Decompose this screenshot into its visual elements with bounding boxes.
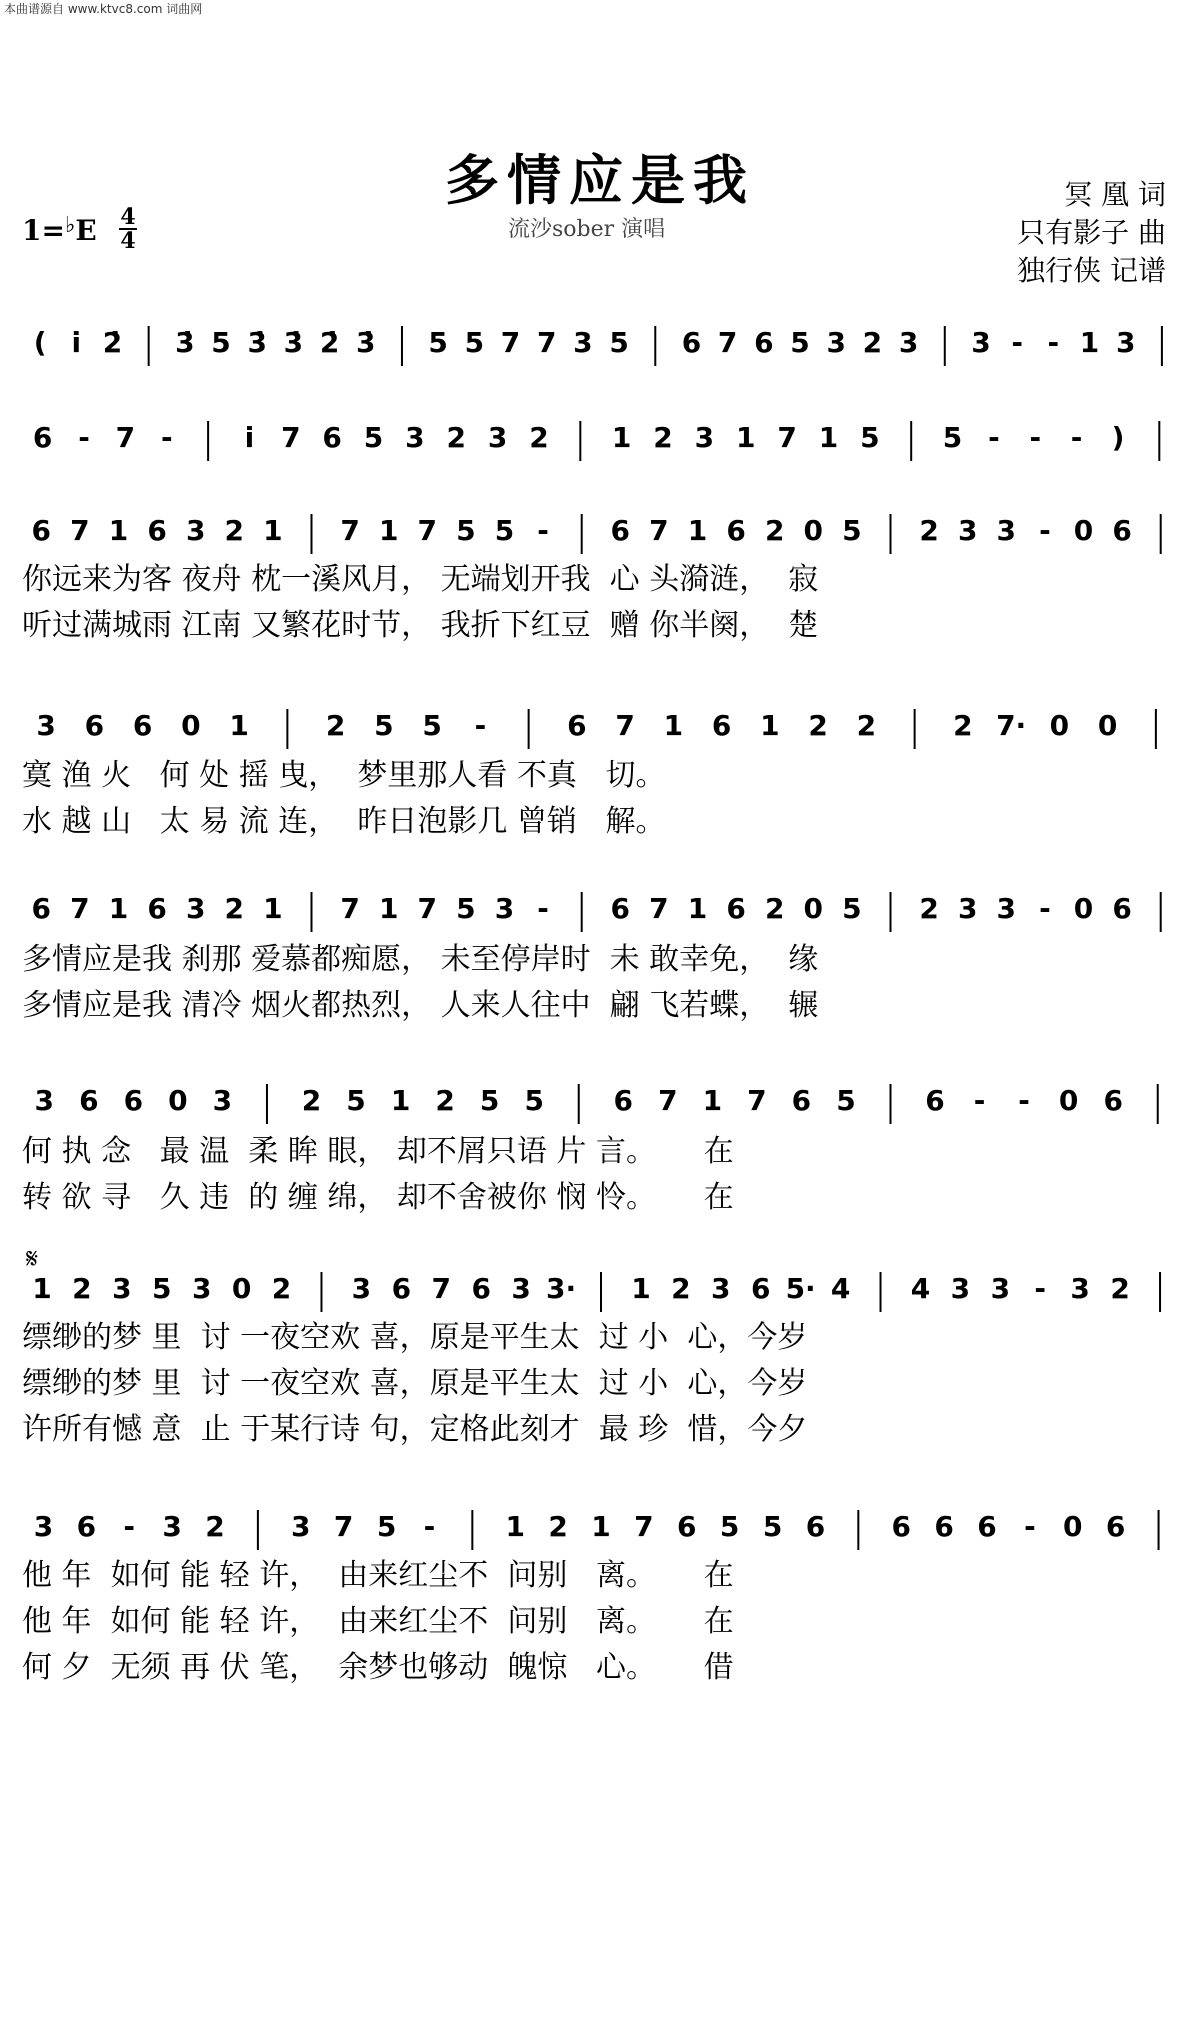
meter-top: 4	[120, 204, 136, 230]
note: 7	[536, 326, 557, 359]
note: 0	[1058, 1084, 1079, 1117]
note: 3	[971, 326, 991, 359]
note: 5	[152, 1272, 172, 1305]
note: 5	[524, 1084, 544, 1117]
notation-system	[32, 514, 1161, 554]
note: 3	[826, 326, 846, 359]
song-title: 多情应是我	[445, 148, 755, 212]
note: 7	[500, 326, 521, 359]
note: -	[123, 1510, 136, 1543]
note: 3	[212, 1084, 233, 1117]
note: 2	[953, 709, 973, 742]
lyric-line: 缥缈的梦 里 讨 一夜空欢 喜，原是平生太 过 小 心，今岁	[22, 1366, 808, 1401]
note: 2	[224, 892, 245, 925]
note: 5	[211, 326, 231, 359]
note: 1	[818, 421, 839, 454]
key-prefix: 1=	[22, 214, 65, 247]
note: 6	[977, 1510, 997, 1543]
note: 3̇	[247, 326, 267, 359]
note: 5	[374, 709, 394, 742]
note: 3	[898, 326, 919, 359]
note: 6	[610, 892, 631, 925]
note: 5	[464, 326, 485, 359]
note: 5	[346, 1084, 366, 1117]
note: 2	[446, 421, 466, 454]
note: 2	[764, 892, 785, 925]
note: 7	[70, 892, 90, 925]
note: 5	[363, 421, 384, 454]
lyric-line: 水 越 山 太 易 流 连， 昨日泡影几 曾销 解。	[22, 804, 666, 839]
note: 6	[891, 1510, 911, 1543]
note: 3	[694, 421, 715, 454]
note: 3	[957, 892, 978, 925]
note: 1	[760, 709, 780, 742]
note: 5	[456, 892, 476, 925]
notation-system	[36, 709, 1155, 749]
lyric-line: 他 年 如何 能 轻 许， 由来红尘不 问别 离。 在	[22, 1604, 734, 1639]
lyric-line: 何 执 念 最 温 柔 眸 眼， 却不屑只语 片 言。 在	[22, 1134, 734, 1169]
note: 7	[649, 892, 669, 925]
performer-subtitle: 流沙sober 演唱	[508, 217, 666, 242]
note: 1	[611, 421, 632, 454]
note: 1	[229, 709, 249, 742]
notation-system	[35, 1084, 1158, 1124]
note: 6	[726, 514, 746, 547]
lyric-line: 听过满城雨 江南 又繁花时节， 我折下红豆 赠 你半阕， 楚	[22, 608, 819, 643]
note: 1	[1079, 326, 1100, 359]
note: -	[160, 421, 173, 454]
note: 2	[671, 1272, 691, 1305]
note: 7	[417, 892, 438, 925]
note: 4	[910, 1272, 931, 1305]
note: 2	[808, 709, 828, 742]
note: 6	[1105, 1510, 1126, 1543]
note: 6	[681, 326, 702, 359]
note: 6	[322, 421, 342, 454]
note: 6	[132, 709, 153, 742]
note: 6	[147, 514, 167, 547]
note: 5	[422, 709, 442, 742]
note: 7	[777, 421, 797, 454]
note: 3	[996, 892, 1017, 925]
note: 6	[31, 892, 52, 925]
note: 2	[764, 514, 785, 547]
note: 7·	[996, 709, 1027, 742]
note: 3	[487, 421, 508, 454]
note: 0	[803, 514, 824, 547]
note: 1	[687, 514, 708, 547]
note: 6	[567, 709, 587, 742]
note: 6	[31, 514, 52, 547]
note: (	[33, 326, 47, 359]
note: 7	[658, 1084, 678, 1117]
note: 3	[185, 892, 206, 925]
note: -	[1070, 421, 1083, 454]
note: 0	[231, 1272, 252, 1305]
note: 6	[1112, 514, 1132, 547]
note: 6	[754, 326, 774, 359]
note: 2̇	[102, 326, 123, 359]
note: 5	[428, 326, 448, 359]
note: -	[474, 709, 487, 742]
note: 1	[505, 1510, 525, 1543]
note: 5	[790, 326, 810, 359]
note: 6	[147, 892, 167, 925]
note: 3	[33, 1510, 54, 1543]
note: 7	[615, 709, 635, 742]
note: 2	[301, 1084, 322, 1117]
note: 5	[609, 326, 629, 359]
note: 1	[378, 514, 399, 547]
note: 6	[32, 421, 53, 454]
note: -	[988, 421, 1000, 454]
note: -	[1034, 1272, 1047, 1305]
note: 7	[431, 1272, 452, 1305]
lyric-line: 许所有憾 意 止 于某行诗 句，定格此刻才 最 珍 惜，今夕	[22, 1412, 808, 1447]
note: 7	[115, 421, 136, 454]
flat-sign: ♭	[64, 212, 76, 238]
credit-transcriber: 独行侠 记谱	[1017, 254, 1166, 287]
note: 5	[842, 892, 862, 925]
note: 6	[471, 1272, 491, 1305]
note: 7	[281, 421, 301, 454]
meter-bottom: 4	[120, 228, 136, 254]
note: 3	[494, 892, 515, 925]
lyric-line: 缥缈的梦 里 讨 一夜空欢 喜，原是平生太 过 小 心，今岁	[22, 1320, 808, 1355]
note: 3	[191, 1272, 212, 1305]
note: 3	[351, 1272, 372, 1305]
note: i̇	[244, 421, 255, 454]
note: 6	[84, 709, 105, 742]
note: -	[423, 1510, 436, 1543]
note: 6	[677, 1510, 697, 1543]
note: 7	[417, 514, 438, 547]
note: -	[537, 892, 549, 925]
note: 6	[934, 1510, 954, 1543]
note: 6	[613, 1084, 634, 1117]
note: 0	[1073, 892, 1094, 925]
note: 2	[653, 421, 673, 454]
note: 6	[391, 1272, 412, 1305]
note: 6	[76, 1510, 97, 1543]
note: 2	[72, 1272, 92, 1305]
note: 2	[435, 1084, 455, 1117]
note: 2	[919, 892, 939, 925]
note: 3̇	[283, 326, 304, 359]
note: 2	[529, 421, 549, 454]
note: 3	[573, 326, 593, 359]
note: 2	[271, 1272, 292, 1305]
note: -	[1029, 421, 1042, 454]
note: 3	[711, 1272, 731, 1305]
note: 5	[762, 1510, 783, 1543]
note: 3̇	[356, 326, 376, 359]
note: 0	[1097, 709, 1118, 742]
note: 2	[325, 709, 346, 742]
note: 2	[862, 326, 883, 359]
credit-composer: 只有影子 曲	[1017, 216, 1166, 249]
note: 6	[711, 709, 732, 742]
note: 5	[942, 421, 963, 454]
note: 1	[390, 1084, 411, 1117]
note: 0	[1049, 709, 1070, 742]
note: 3	[990, 1272, 1011, 1305]
note: 7	[70, 514, 90, 547]
notation-system	[34, 326, 1162, 366]
note: 6	[791, 1084, 812, 1117]
note: 2	[205, 1510, 225, 1543]
note: 6	[79, 1084, 99, 1117]
note: 7	[333, 1510, 354, 1543]
lyric-line: 你远来为客 夜舟 枕一溪风月， 无端划开我 心 头漪涟， 寂	[22, 562, 819, 597]
note: 3	[950, 1272, 971, 1305]
note: 3	[405, 421, 425, 454]
note: 2	[919, 514, 939, 547]
note: 3	[957, 514, 978, 547]
note: i̇	[71, 326, 82, 359]
note: 7	[340, 892, 360, 925]
note: -	[973, 1084, 986, 1117]
note: 2	[548, 1510, 568, 1543]
note: 6	[1103, 1084, 1123, 1117]
note: 7	[649, 514, 669, 547]
notation-system	[32, 1272, 1160, 1312]
note: )	[1111, 421, 1125, 454]
note: 1	[32, 1272, 52, 1305]
note: 2	[1110, 1272, 1130, 1305]
note: -	[78, 421, 90, 454]
lyric-line: 转 欲 寻 久 违 的 缠 绵， 却不舍被你 悯 怜。 在	[22, 1180, 734, 1215]
note: -	[1039, 892, 1051, 925]
note: 1	[631, 1272, 651, 1305]
note: 6	[123, 1084, 144, 1117]
note: 6	[925, 1084, 945, 1117]
note: 0	[181, 709, 201, 742]
notation-system	[32, 892, 1161, 932]
note: 5·	[785, 1272, 816, 1305]
note: 4	[830, 1272, 851, 1305]
note: 3	[36, 709, 56, 742]
note: 1	[263, 514, 283, 547]
note: 2̇	[319, 326, 340, 359]
note: -	[1047, 326, 1060, 359]
lyric-line: 多情应是我 清冷 烟火都热烈， 人来人往中 翩 飞若蝶， 辗	[22, 988, 819, 1023]
note: 5	[836, 1084, 856, 1117]
note: 3	[291, 1510, 311, 1543]
note: 1	[378, 892, 399, 925]
note: 2	[224, 514, 245, 547]
notation-system	[34, 1510, 1159, 1550]
note: 1	[736, 421, 756, 454]
key-note: E	[75, 214, 97, 247]
note: 1	[687, 892, 708, 925]
note: 6	[726, 892, 746, 925]
note: 5	[376, 1510, 397, 1543]
segno-sign: 𝄋	[26, 1242, 39, 1275]
watermark: 本曲谱源自 www.ktvc8.com 词曲网	[4, 2, 203, 16]
lyric-line: 寞 渔 火 何 处 摇 曳， 梦里那人看 不真 切。	[22, 758, 666, 793]
note: 7	[747, 1084, 767, 1117]
note: 2	[856, 709, 877, 742]
note: 5	[860, 421, 880, 454]
note: 3	[1115, 326, 1136, 359]
note: 0	[1073, 514, 1094, 547]
note: 7	[340, 514, 360, 547]
note: -	[1039, 514, 1051, 547]
note: 1	[663, 709, 684, 742]
note: 1	[591, 1510, 611, 1543]
note: 1	[702, 1084, 723, 1117]
note: -	[537, 514, 549, 547]
note: 1	[263, 892, 283, 925]
note: 3	[112, 1272, 132, 1305]
lyric-line: 何 夕 无须 再 伏 笔， 余梦也够动 魄惊 心。 借	[22, 1650, 734, 1685]
note: 6	[805, 1510, 826, 1543]
note: 3	[511, 1272, 531, 1305]
note: 3	[996, 514, 1017, 547]
note: 5	[456, 514, 476, 547]
lyric-line: 多情应是我 刹那 爱慕都痴愿， 未至停岸时 未 敢幸免， 缘	[22, 942, 819, 977]
lyric-line: 他 年 如何 能 轻 许， 由来红尘不 问别 离。 在	[22, 1558, 734, 1593]
note: 7	[717, 326, 738, 359]
note: 6	[750, 1272, 771, 1305]
note: 3	[1070, 1272, 1090, 1305]
note: 5	[842, 514, 862, 547]
note: 3	[34, 1084, 55, 1117]
notation-system	[33, 421, 1159, 461]
note: 3	[185, 514, 206, 547]
note: 1	[108, 514, 129, 547]
note: 5	[494, 514, 515, 547]
note: 6	[1112, 892, 1132, 925]
note: 5	[479, 1084, 500, 1117]
note: 6	[610, 514, 631, 547]
note: -	[1018, 1084, 1030, 1117]
note: 0	[803, 892, 824, 925]
note: 3·	[546, 1272, 577, 1305]
note: 3	[162, 1510, 182, 1543]
note: 5	[719, 1510, 740, 1543]
note: 0	[1063, 1510, 1083, 1543]
note: -	[1011, 326, 1023, 359]
note: 3̇	[175, 326, 195, 359]
note: 7	[634, 1510, 654, 1543]
note: 1	[108, 892, 129, 925]
note: -	[1024, 1510, 1036, 1543]
credit-lyricist: 冥 凰 词	[1064, 178, 1166, 211]
note: 0	[168, 1084, 188, 1117]
